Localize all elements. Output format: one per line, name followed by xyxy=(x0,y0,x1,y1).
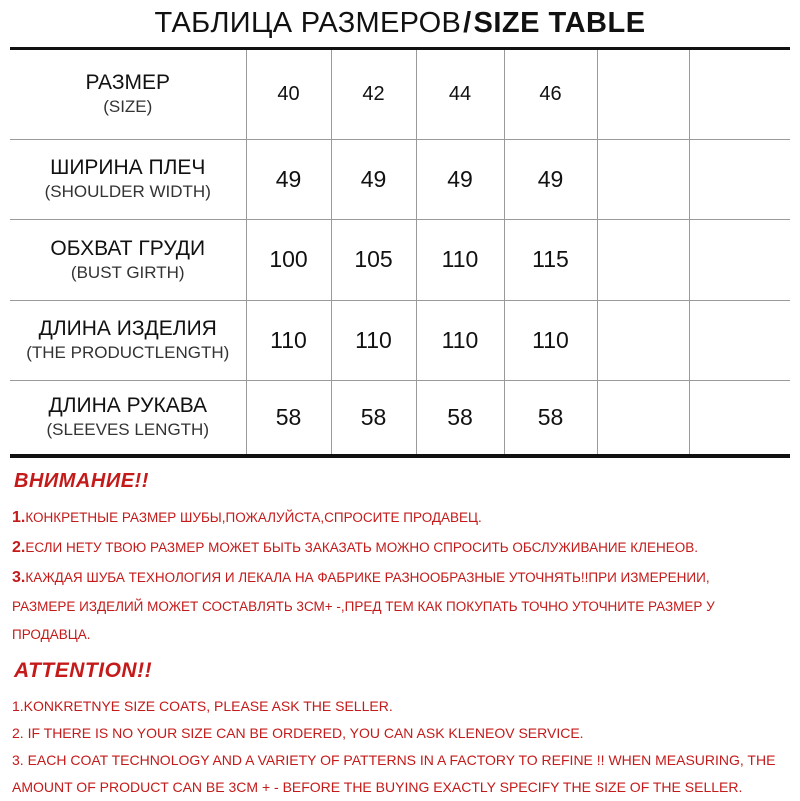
size-table xyxy=(10,50,790,454)
table-cell: 42 xyxy=(331,50,416,139)
label-en: (SLEEVES LENGTH) xyxy=(46,420,209,440)
note-text: ЕСЛИ НЕТУ ТВОЮ РАЗМЕР МОЖЕТ БЫТЬ ЗАКАЗАТЬ МОЖНО СПРОСИТЬ ОБСЛУЖИВАНИЕ КЛЕНЕОВ. xyxy=(25,540,699,555)
note-number: 2. xyxy=(12,539,26,556)
note-number: 3. xyxy=(12,569,26,586)
table-cell: 110 xyxy=(504,300,597,380)
row-label xyxy=(10,50,246,139)
table-cell: 58 xyxy=(331,380,416,454)
table-cell: 115 xyxy=(504,219,597,300)
table-cell: 49 xyxy=(331,139,416,219)
table-cell xyxy=(597,219,689,300)
table-cell: 110 xyxy=(331,300,416,380)
note-text-continued: ПРОДАВЦА. xyxy=(12,627,91,642)
table-cell: 110 xyxy=(416,300,504,380)
page-title xyxy=(0,0,800,46)
table-row-shoulder xyxy=(10,139,790,219)
note-text: КАЖДАЯ ШУБА ТЕХНОЛОГИЯ И ЛЕКАЛА НА ФАБРИКЕ РАЗНООБРАЗНЫЕ УТОЧНЯТЬ!!ПРИ ИЗМЕРЕНИИ, xyxy=(25,570,710,585)
note-ru-3 xyxy=(12,563,794,649)
title-en: SIZE TABLE xyxy=(473,6,646,39)
table-row-bust xyxy=(10,219,790,300)
table-cell: 58 xyxy=(504,380,597,454)
notes-en-list xyxy=(12,693,794,801)
table-cell xyxy=(597,300,689,380)
note-en-3: 3. EACH COAT TECHNOLOGY AND A VARIETY OF PATTERNS IN A FACTORY TO REFINE !! WHEN MEASURING, THE xyxy=(12,752,776,768)
table-cell: 44 xyxy=(416,50,504,139)
row-label xyxy=(10,300,246,380)
label-en: (SHOULDER WIDTH) xyxy=(44,182,211,201)
table-cell: 110 xyxy=(416,219,504,300)
table-cell: 58 xyxy=(416,380,504,454)
label-ru: ДЛИНА ИЗДЕЛИЯ xyxy=(38,317,217,340)
row-label xyxy=(10,139,246,219)
table-cell: 100 xyxy=(246,219,331,300)
note-en-1: 1.KONKRETNYE SIZE COATS, PLEASE ASK THE SELLER. xyxy=(12,698,393,714)
label-ru: РАЗМЕР xyxy=(85,71,171,95)
table-row-sleeve xyxy=(10,380,790,454)
table-cell: 110 xyxy=(246,300,331,380)
title-separator: / xyxy=(463,6,472,39)
table-cell: 46 xyxy=(504,50,597,139)
notes-section xyxy=(12,466,794,801)
table-cell xyxy=(689,50,790,139)
attention-heading-en: ATTENTION!! xyxy=(14,659,153,682)
label-en: (BUST GIRTH) xyxy=(70,262,185,282)
note-text: КОНКРЕТНЫЕ РАЗМЕР ШУБЫ,ПОЖАЛУЙСТА,СПРОСИТЕ ПРОДАВЕЦ. xyxy=(25,510,482,525)
label-ru: ШИРИНА ПЛЕЧ xyxy=(50,156,206,179)
label-ru: ДЛИНА РУКАВА xyxy=(48,394,208,418)
table-cell xyxy=(597,50,689,139)
title-ru: ТАБЛИЦА РАЗМЕРОВ xyxy=(154,6,462,39)
table-cell: 49 xyxy=(246,139,331,219)
note-en-3-continued: AMOUNT OF PRODUCT CAN BE 3CM + - BEFORE THE BUYING EXACTLY SPECIFY THE SIZE OF THE SELLER. xyxy=(12,779,743,795)
table-cell xyxy=(689,300,790,380)
note-en-2: 2. IF THERE IS NO YOUR SIZE CAN BE ORDERED, YOU CAN ASK KLENEOV SERVICE. xyxy=(12,725,584,741)
label-en: (THE PRODUCTLENGTH) xyxy=(26,343,230,362)
table-cell: 40 xyxy=(246,50,331,139)
table-cell xyxy=(597,139,689,219)
note-number: 1. xyxy=(12,509,26,526)
note-text-continued: РАЗМЕРЕ ИЗДЕЛИЙ МОЖЕТ СОСТАВЛЯТЬ 3СМ+ -,ПРЕД ТЕМ КАК ПОКУПАТЬ ТОЧНО УТОЧНИТЕ РАЗМЕР У xyxy=(12,599,715,614)
table-cell: 58 xyxy=(246,380,331,454)
row-label xyxy=(10,219,246,300)
label-ru: ОБХВАТ ГРУДИ xyxy=(50,236,206,260)
table-row-length xyxy=(10,300,790,380)
table-cell: 49 xyxy=(504,139,597,219)
table-cell xyxy=(597,380,689,454)
table-cell xyxy=(689,380,790,454)
table-cell: 49 xyxy=(416,139,504,219)
label-en: (SIZE) xyxy=(103,97,153,117)
bottom-divider xyxy=(10,454,790,458)
table-cell: 105 xyxy=(331,219,416,300)
note-ru-2 xyxy=(12,533,794,563)
attention-heading-ru: ВНИМАНИЕ!! xyxy=(14,470,149,492)
note-ru-1 xyxy=(12,503,794,533)
table-cell xyxy=(689,139,790,219)
table-cell xyxy=(689,219,790,300)
row-label xyxy=(10,380,246,454)
table-row-size xyxy=(10,50,790,139)
